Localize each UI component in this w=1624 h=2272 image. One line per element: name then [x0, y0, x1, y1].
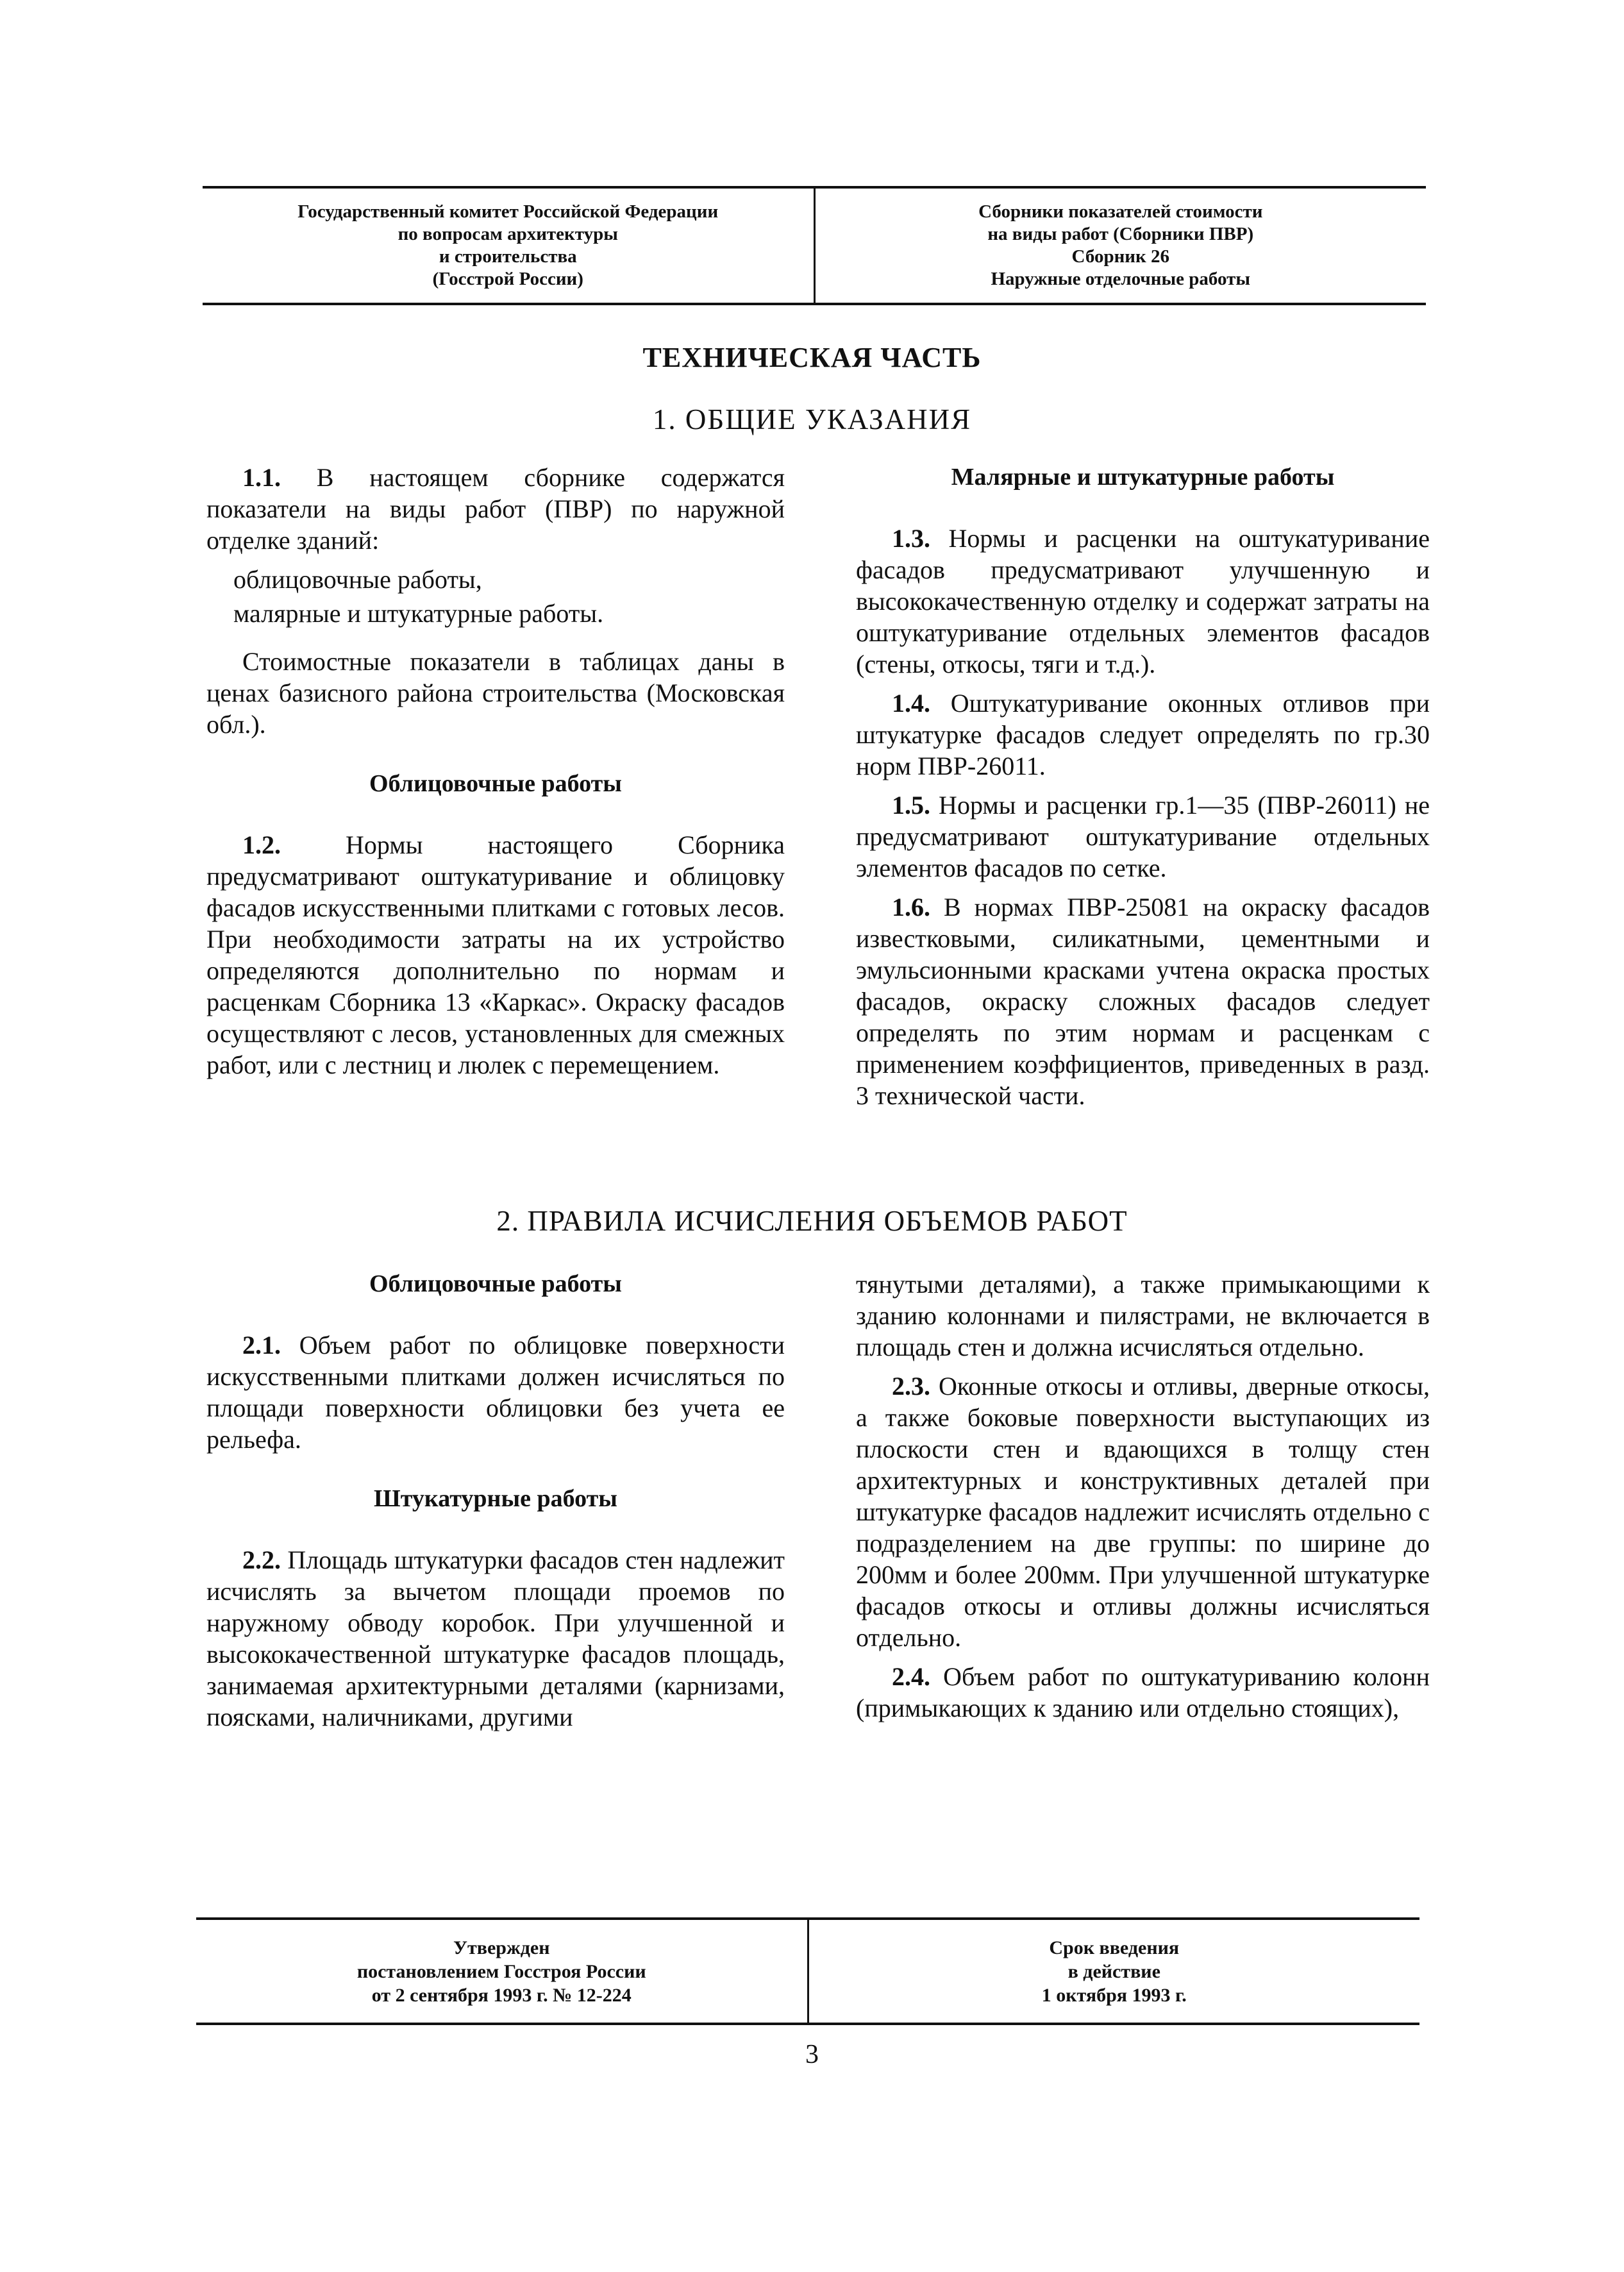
footer-approval-line: от 2 сентября 1993 г. № 12-224: [371, 1984, 632, 2006]
paragraph-text: Площадь штукатурки фасадов стен надлежит исчислять за вычетом площади проемов по наружному обводу коробок. При улучшенной и высококачественной штукатурке фасадов площадь, занимаемая архитектурными деталями (карнизами, поясками, наличниками, другими: [206, 1545, 785, 1731]
paragraph-2-4: [856, 1661, 1430, 1724]
header-box: [203, 186, 1426, 305]
subheading-plaster: Штукатурные работы: [374, 1485, 617, 1512]
header-collection: [816, 189, 1427, 303]
paragraph-1-2: [206, 829, 785, 1081]
paragraph-text: Объем работ по облицовке поверхности искусственными плитками должен исчисляться по площади поверхности облицовки без учета ее рельефа.: [206, 1331, 785, 1454]
section-2-left-column: [206, 1268, 785, 1740]
header-collection-line: Сборники показателей стоимости: [978, 201, 1263, 222]
header-collection-line: на виды работ (Сборники ПВР): [987, 224, 1254, 244]
footer-approval-line: Утвержден: [453, 1937, 550, 1958]
paragraph-number: 2.2.: [242, 1545, 281, 1574]
paragraph-number: 1.1.: [242, 463, 281, 492]
footer-effective-date: [809, 1920, 1420, 2023]
subheading-painting: Малярные и штукатурные работы: [951, 464, 1335, 491]
header-issuer-line: по вопросам архитектуры: [398, 224, 618, 244]
doc-title: ТЕХНИЧЕСКАЯ ЧАСТЬ: [642, 342, 982, 373]
paragraph-text: В нормах ПВР-25081 на окраску фасадов известковыми, силикатными, цементными и эмульсионными красками учтена окраска простых фасадов, окраску сложных фасадов следует определять по этим нормам и расценкам с применением коэффициентов, приведенных в разд. 3 технической части.: [856, 893, 1430, 1110]
paragraph-2-1: [206, 1329, 785, 1455]
header-issuer-line: и строительства: [439, 246, 577, 267]
paragraph-text: Оконные откосы и отливы, дверные откосы, а также боковые поверхности выступающих из плоскости стен и вдающихся в толщу стен архитектурных и конструктивных деталей при штукатурке фасадов надлежит исчислять отдельно с подразделением на две группы: по ширине до 200мм и более 200мм. При улучшенной штукатурке фасадов откосы и отливы должны исчисляться отдельно.: [856, 1372, 1430, 1652]
paragraph-number: 1.5.: [892, 791, 930, 820]
header-collection-line: Наружные отделочные работы: [991, 269, 1251, 289]
paragraph-1-5: [856, 789, 1430, 884]
footer-effective-line: 1 октября 1993 г.: [1041, 1984, 1187, 2006]
paragraph-1-6: [856, 891, 1430, 1111]
list-item: облицовочные работы,: [233, 565, 482, 594]
paragraph-1-3: [856, 523, 1430, 680]
paragraph-number: 1.4.: [892, 689, 930, 718]
list-item: малярные и штукатурные работы.: [233, 599, 604, 628]
footer-effective-line: в действие: [1067, 1960, 1160, 1982]
header-issuer-line: (Госстрой России): [432, 269, 583, 289]
footer-approval: [196, 1920, 807, 2023]
section-1-title: 1. ОБЩИЕ УКАЗАНИЯ: [652, 403, 972, 435]
paragraph-text: Оштукатуривание оконных отливов при штукатурке фасадов следует определять по гр.30 норм ПВР-26011.: [856, 689, 1430, 780]
paragraph-number: 2.4.: [892, 1662, 930, 1691]
footer-box: [196, 1917, 1419, 2025]
paragraph-text: Нормы и расценки на оштукатуривание фасадов предусматривают улучшенную и высококачественную отделку и содержат затраты на оштукатуривание отдельных элементов фасадов (стены, откосы, тяги и т.д.).: [856, 524, 1430, 678]
section-1-right-column: [856, 462, 1430, 1119]
paragraph-number: 1.2.: [242, 830, 281, 859]
paragraph-2-2-continued: тянутыми деталями), а также примыкающими к зданию колоннами и пилястрами, не включается в площадь стен и должна исчисляться отдельно.: [856, 1270, 1430, 1361]
paragraph-number: 2.1.: [242, 1331, 281, 1359]
section-2-title: 2. ПРАВИЛА ИСЧИСЛЕНИЯ ОБЪЕМОВ РАБОТ: [496, 1205, 1128, 1237]
paragraph-text: В настоящем сборнике содержатся показатели на виды работ (ПВР) по наружной отделке зданий:: [206, 463, 785, 555]
paragraph-cost: Стоимостные показатели в таблицах даны в ценах базисного района строительства (Московская обл.).: [206, 647, 785, 739]
header-collection-line: Сборник 26: [1071, 246, 1169, 267]
paragraph-number: 1.6.: [892, 893, 930, 921]
paragraph-text: Нормы настоящего Сборника предусматривают оштукатуривание и облицовку фасадов искусственными плитками с готовых лесов. При необходимости затраты на их устройство определяются дополнительно по нормам и расценкам Сборника 13 «Каркас». Окраску фасадов осуществляют с лесов, установленных для смежных работ, или с лестниц и люлек с перемещением.: [206, 830, 785, 1079]
paragraph-1-4: [856, 687, 1430, 782]
paragraph-2-2: [206, 1544, 785, 1733]
subheading-facing: Облицовочные работы: [369, 770, 622, 797]
paragraph-number: 2.3.: [892, 1372, 930, 1401]
section-1-left-column: [206, 462, 785, 1088]
paragraph-number: 1.3.: [892, 524, 930, 553]
page-number: 3: [805, 2040, 819, 2069]
footer-effective-line: Срок введения: [1049, 1937, 1180, 1958]
paragraph-text: Нормы и расценки гр.1—35 (ПВР-26011) не предусматривают оштукатуривание отдельных элементов фасадов по сетке.: [856, 791, 1430, 882]
header-issuer-line: Государственный комитет Российской Федерации: [297, 201, 719, 222]
paragraph-1-1: [206, 462, 785, 556]
header-issuer: [203, 189, 814, 303]
section-2-right-column: [856, 1268, 1430, 1731]
paragraph-text: Объем работ по оштукатуриванию колонн (примыкающих к зданию или отдельно стоящих),: [856, 1662, 1430, 1722]
subheading-facing: Облицовочные работы: [369, 1270, 622, 1297]
paragraph-2-3: [856, 1370, 1430, 1653]
footer-approval-line: постановлением Госстроя России: [356, 1960, 646, 1982]
